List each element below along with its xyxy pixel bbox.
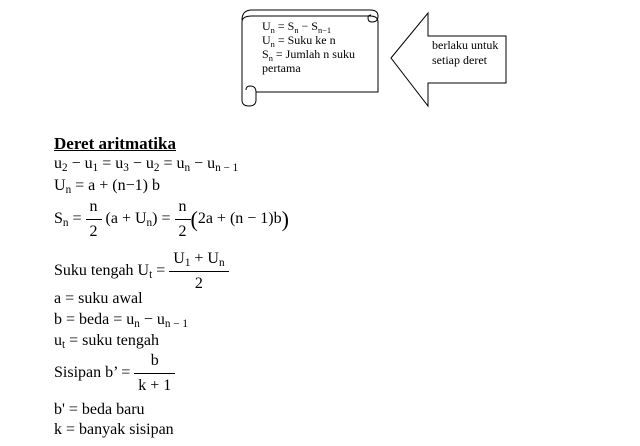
- ut-fraction-num: $U_1 + U_n$: [169, 250, 228, 272]
- ut-lhs: Suku tengah $U_t$ =: [54, 262, 166, 282]
- close-paren: ): [281, 206, 289, 232]
- sn-fraction-2-num: n: [175, 198, 191, 220]
- sisipan-fraction: [134, 352, 175, 395]
- sn-fraction-1-num: n: [86, 198, 102, 220]
- note-line-3: $S_n$ = Jumlah n suku: [262, 47, 355, 63]
- ut-fraction-den: 2: [194, 275, 203, 292]
- sisipan-lhs: Sisipan b’ =: [54, 364, 131, 382]
- sn-fraction-2-den: 2: [178, 223, 187, 240]
- open-paren: (: [190, 206, 198, 232]
- sisipan-fraction-den: k + 1: [138, 377, 172, 394]
- sn-lhs: $S_n$ =: [54, 210, 82, 230]
- definition-a: a = suku awal: [54, 290, 143, 307]
- callout-line-2: setiap deret: [432, 53, 487, 67]
- ut-formula: [54, 250, 229, 293]
- definition-ut: $u_t$ = suku tengah: [54, 332, 160, 351]
- definition-b: b = beda = $u_n - u_{n - 1}$: [54, 311, 188, 330]
- sisipan-formula: [54, 352, 175, 395]
- sn-formula: [54, 198, 289, 241]
- definition-k: k = banyak sisipan: [54, 421, 174, 438]
- note-line-1: $U_n = S_n - S_{n-1}$: [262, 19, 332, 35]
- sn-fraction-1: [86, 198, 102, 241]
- scroll-note: [262, 19, 355, 75]
- section-title: Deret aritmatika: [54, 134, 176, 153]
- sn-fraction-1-den: 2: [89, 223, 98, 240]
- difference-equation: $u_2 - u_1 = u_3 - u_2 = u_n - u_{n - 1}$: [54, 155, 239, 174]
- definition-b-prime: b' = beda baru: [54, 401, 145, 418]
- note-line-4: pertama: [262, 61, 301, 75]
- sn-mid: $(a + U_n)$ =: [105, 210, 171, 230]
- ut-fraction: [169, 250, 228, 293]
- sisipan-fraction-num: b: [134, 352, 175, 374]
- sn-fraction-2: [175, 198, 191, 241]
- arrow-callout: [432, 38, 498, 68]
- un-formula: $U_n = a + (n-1)$ b: [54, 177, 160, 196]
- note-line-2: $U_n$ = Suku ke n: [262, 33, 336, 49]
- callout-line-1: berlaku untuk: [432, 38, 499, 52]
- sn-rhs: 2a + (n − 1)b: [197, 210, 282, 228]
